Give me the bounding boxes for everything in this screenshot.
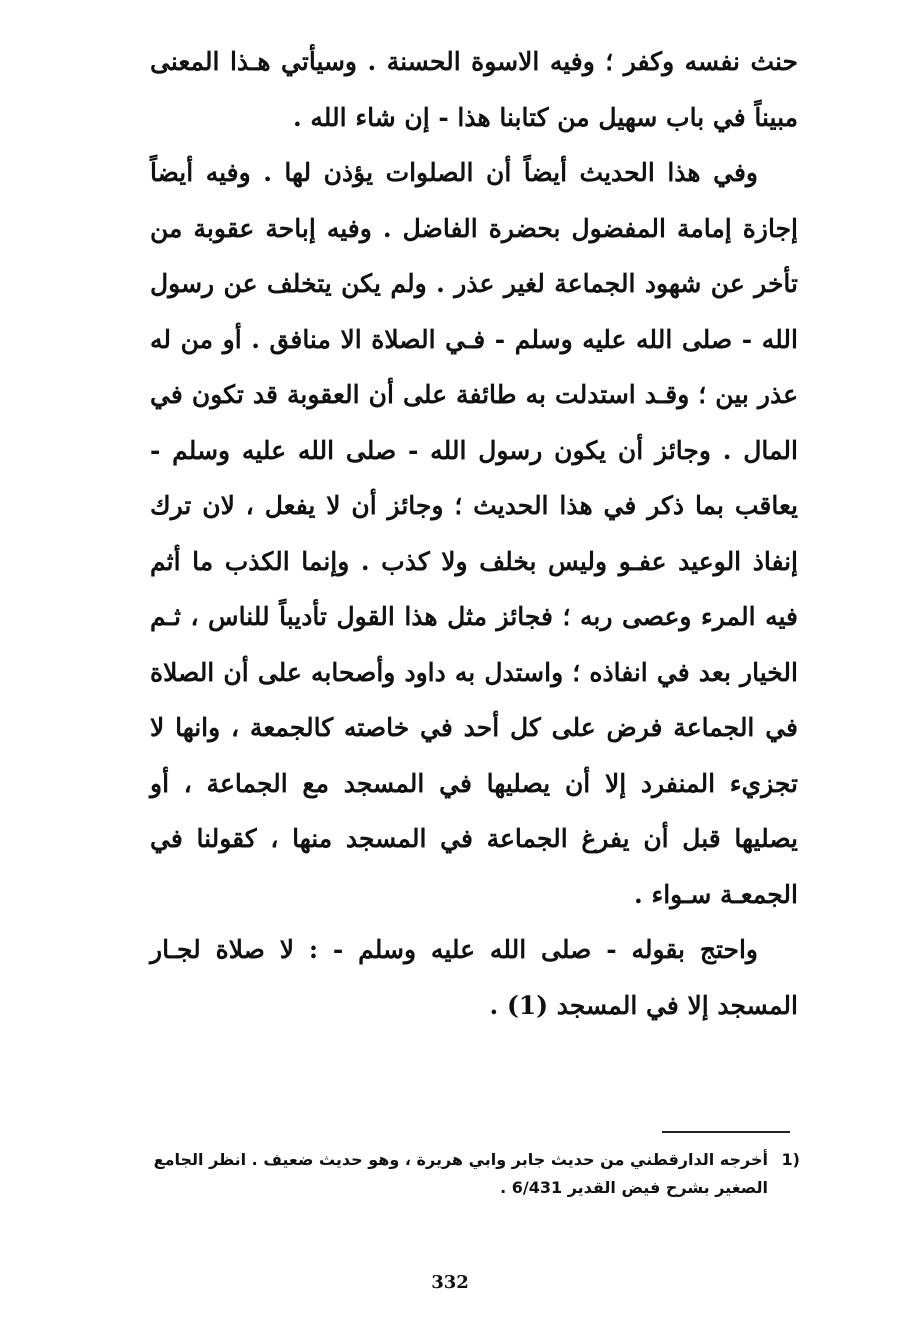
footnote	[140, 1146, 800, 1202]
page-number: 332	[431, 1272, 469, 1293]
footnote-number: 1)	[781, 1150, 800, 1169]
footnote-divider	[662, 1131, 790, 1133]
footnote-text: أخرجه الدارقطني من حديث جابر وابي هريرة ، وهو حديث ضعيف . انظر الجامع الصغير بشرح فيض القدير 6/431 .	[153, 1150, 768, 1197]
paragraph-1: حنث نفسه وكفر ؛ وفيه الاسوة الحسنة . وسيأتي هـذا المعنى مبيناً في باب سهيل من كتابنا هذا - إن شاء الله .	[150, 47, 798, 132]
paragraph-2: وفي هذا الحديث أيضاً أن الصلوات يؤذن لها . وفيه أيضاً إجازة إمامة المفضول بحضرة الفاضل . وفيه إباحة عقوبة من تأخر عن شهود الجماعة لغير عذر . ولم يكن يتخلف عن رسول الله - صلى الله عليه وسلم - فـي الصلاة الا منافق . أو من له عذر بين ؛ وقـد استدلت به طائفة على أن العقوبة قد تكون في المال . وجائز أن يكون رسول الله - صلى الله عليه وسلم - يعاقب بما ذكر في هذا الحديث ؛ وجائز أن لا يفعل ، لان ترك إنفاذ الوعيد عفـو وليس بخلف ولا كذب . وإنما الكذب ما أثم فيه المرء وعصى ربه ؛ فجائز مثل هذا القول تأديباً للناس ، ثـم الخيار بعد في انفاذه ؛ واستدل به داود وأصحابه على أن الصلاة في الجماعة فرض على كل أحد في خاصته كالجمعة ، وانها لا تجزيء المنفرد إلا أن يصليها في المسجد مع الجماعة ، أو يصليها قبل أن يفرغ الجماعة في المسجد منها ، كقولنا في الجمعـة سـواء .	[150, 158, 798, 909]
main-text	[150, 34, 798, 1033]
paragraph-3: واحتج بقوله - صلى الله عليه وسلم - : لا صلاة لجـار المسجد إلا في المسجد (1) .	[150, 935, 798, 1020]
